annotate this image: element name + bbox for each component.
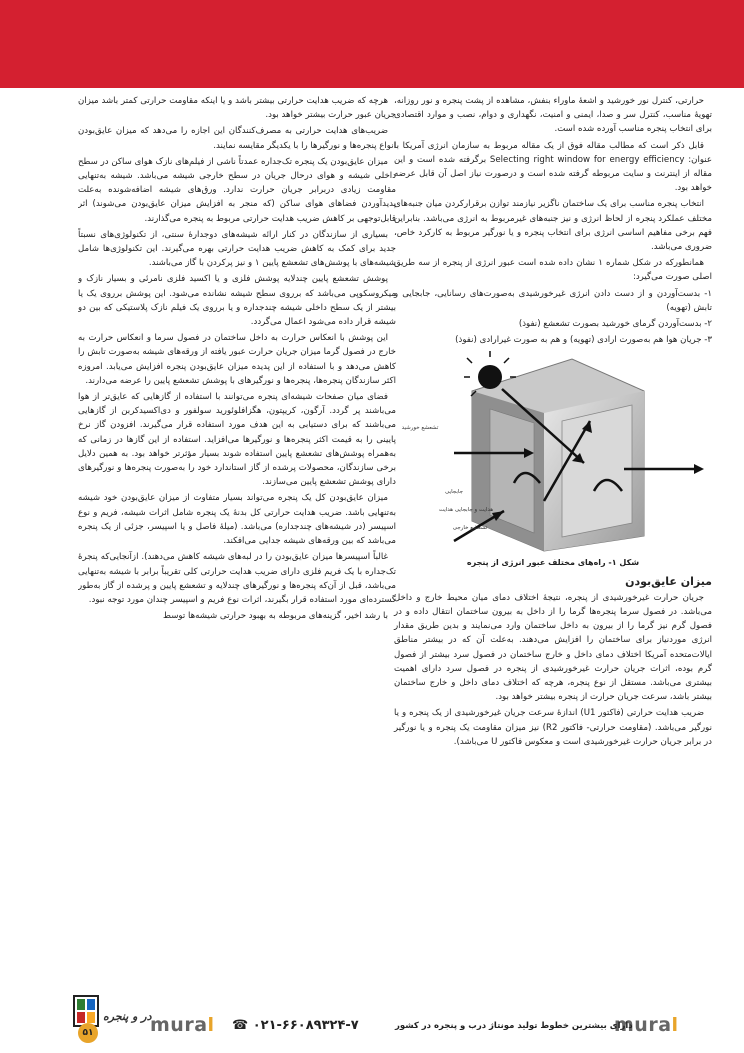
paragraph	[394, 139, 712, 196]
paragraph: پوشش تشعشع پایین چندلایه پوشش فلزی و یا اکسید فلزی نامرئی و بسیار نازک و میکروسکوپی می‌باشد که برروی سطح شیشه نشانده می‌شود. این پوشش برروی یک یا بیشتر از یک سطح داخلی شیشه چندجداره و یا برروی یک فیلم نازک پلاستیکی که بین دو شیشه قرار داده می‌شود اعمال می‌گردد.	[78, 274, 396, 328]
logo-accent: l	[671, 1014, 679, 1036]
figure-label: جابجایی	[445, 489, 463, 496]
logo-text: mura	[150, 1014, 208, 1036]
logo-text: mura	[614, 1014, 672, 1036]
phone-number: ۰۲۱-۶۶۰۸۹۳۲۴-۷	[252, 1018, 359, 1033]
footer-tagline: دارای بیشترین خطوط تولید مونتاژ درب و پنجره در کشور	[395, 1021, 633, 1031]
list-item: ۳- جریان هوا هم به‌صورت ارادی (تهویه) و هم به صورت غیرارادی (نفوذ)	[455, 335, 712, 346]
article-column-left	[78, 94, 396, 944]
paragraph: هرچه که ضریب هدایت حرارتی بیشتر باشد و یا اینکه مقاومت حرارتی کمتر باشد میزان جریان عبور حرارت بیشتر خواهد بود.	[78, 96, 396, 121]
footer-phone	[232, 1018, 359, 1033]
paragraph: ضریب هدایت حرارتی (فاکتور U1) اندازهٔ سرعت جریان غیرخورشیدی از یک پنجره و یا نورگیر می‌باشد. (مقاومت حرارتی- فاکتور R2) نیز میزان مقاومت یک پنجره و یا نورگیر در برابر جریان حرارت غیرخورشیدی است و معکوس فاکتور U می‌باشد).	[394, 708, 712, 747]
paragraph: فضای میان صفحات شیشه‌ای پنجره می‌توانند با استفاده از گازهایی که عایق‌تر از هوا می‌باشند پر گردد. آرگون، کریپتون، هگزافلوئورید سولفور و دی‌اکسیدکربن از گازهایی می‌باشند که برای دستیابی به این هدف مورد استفاده قرار می‌گیرند. افزودن گاز نرخ پایینی را به قیمت اکثر پنجره‌ها و نورگیرها می‌افزاید. استفاده از این گازها در زمانی که به‌همراه پوشش‌های تشعشع پایین استفاده شوند بسیار مؤثرتر خواهد بود. به همین دلایل برخی سازندگان، محصولات پرشده از گاز استاندارد خود را به‌صورت پنجره‌ها و نورگیرهای دارای پوشش تشعشع پایین می‌سازند.	[78, 392, 396, 488]
figure-caption: شکل ۱- راه‌های مختلف عبور انرژی از پنجره	[466, 558, 640, 568]
paragraph-text: برگرفته شده است و این مقاله از اینترنت و سایت مربوطه گرفته شده است و درصورت نیاز اصل آن قابل عرضه خواهد بود.	[394, 154, 712, 194]
section-heading: میزان عایق‌بودن	[625, 574, 712, 588]
english-title: Selecting right window for energy efficiency	[489, 154, 685, 165]
window-energy-figure	[394, 351, 712, 556]
paragraph-text: قابل ذکر است که مطالب مقاله فوق از یک مقاله مربوط به سازمان انرژی آمریکا با عنوان:	[394, 140, 713, 165]
paragraph: جریان حرارت غیرخورشیدی از پنجره، نتیجهٔ اختلاف دمای میان محیط خارج و داخل می‌باشد. در فصول سرما پنجره‌ها گرما را از داخل به بیرون ساختمان انتقال داده و در فصول گرم نیز گرما را از بیرون به داخل ساختمان وارد می‌نمایند و بدین طریق مقدار انرژی موردنیاز برای ساختمان را افزایش می‌دهند. به‌علت آن که در بیشتر مناطق ایالات‌متحده آمریکا اختلاف دمای داخل و خارج ساختمان در فصول سرد بیشتر از فصول گرم بوده، اثرات جریان حرارت غیرخورشیدی از پنجره در فصول سرد دارای اهمیت بیشتری می‌باشد. مستقل از نوع پنجره، هرچه که اختلاف دمای داخل و خارج ساختمان بیشتر باشد، سرعت جریان حرارت از پنجره بیشتر خواهد بود.	[394, 592, 712, 703]
paragraph: میزان عایق‌بودن یک پنجره تک‌جداره عمدتاً ناشی از فیلم‌های نازک هوای ساکن در سطح داخلی شیشه و هوای درحال جریان در سطح خارجی شیشه می‌باشد. شیشه به‌تنهایی مقاومت زیادی دربرابر جریان حرارت ندارد. ورق‌های شیشه اضافه‌شونده به‌علت پدیدآوردن فضاهای هوای ساکن (که منجر به افزایش میزان عایق‌بودن می‌شوند) اثر قابل‌توجهی بر کاهش ضریب هدایت حرارتی مربوط به پنجره می‌گذارند.	[78, 156, 396, 224]
window-diagram-illustration	[394, 351, 712, 556]
paragraph: همانطورکه در شکل شماره ۱ نشان داده شده است عبور انرژی از پنجره از سه طریق اصلی صورت می‌گیرد:	[394, 258, 712, 283]
figure-label: تشعشع خارجی	[452, 525, 488, 532]
article-column-right	[394, 94, 712, 751]
figure-label: هدایت و جابجایی هدایت	[438, 507, 494, 514]
logo-accent: l	[207, 1014, 215, 1036]
phone-icon: ☎	[232, 1018, 249, 1033]
magazine-name: در و پنجره	[103, 1010, 152, 1023]
figure-label: تشعشع خورشید	[401, 425, 439, 432]
page-footer	[0, 1008, 744, 1053]
paragraph: بسیاری از سازندگان در کنار ارائه شیشه‌های دوجدارهٔ سنتی، از تکنولوژی‌های نسبتاً جدید برای کمک به کاهش ضریب هدایت حرارتی بهره می‌گیرند. این تکنولوژی‌ها شامل شیشه‌های با پوشش‌های تشعشع پایین ۱ و نیز پرکردن با گاز می‌باشند.	[78, 229, 396, 269]
brand-logo	[150, 1014, 215, 1036]
list-item: ۱- بدست‌آوردن و از دست دادن انرژی غیرخورشیدی به‌صورت‌های رسانایی، جابجایی و تابش (تهویه)	[394, 288, 712, 313]
paragraph: حرارتی، کنترل نور خورشید و اشعهٔ ماوراء بنفش، مشاهده از پشت پنجره و نور روزانه، تهویهٔ مناسب، کنترل سر و صدا، ایمنی و امنیت، نگهداری و دوام، نصب و موارد اقتصادی برای انتخاب پنجره مناسب آورده شده است.	[394, 96, 712, 135]
page-number: ۵۱	[78, 1023, 98, 1043]
paragraph: ضریب‌های هدایت حرارتی به مصرف‌کنندگان این اجازه را می‌دهد که میزان عایق‌بودن انواع پنجره‌ها و نورگیرها را با یکدیگر مقایسه نمایند.	[78, 126, 396, 151]
header-red-band	[0, 0, 744, 88]
paragraph: با رشد اخیر، گزینه‌های مربوطه به بهبود حرارتی شیشه‌ها توسط	[163, 611, 388, 622]
paragraph: میزان عایق‌بودن کل یک پنجره می‌تواند بسیار متفاوت از میزان عایق‌بودن خود شیشه به‌تنهایی باشد. ضریب هدایت حرارتی کل بدنهٔ یک پنجره شامل اثرات شیشه، فریم و نوع اسپیسر (در شیشه‌های چندجداره) می‌باشد. (میلهٔ فاصل و یا اسپیسر، جزئی از یک پنجره می‌باشد که بین ورقه‌های شیشه جدایی می‌افکند.	[78, 493, 396, 547]
paragraph: انتخاب پنجره مناسب برای یک ساختمان ناگزیر نیازمند توازن برقرارکردن میان جنبه‌های مختلف عملکرد پنجره از لحاظ انرژی و نیز جنبه‌های غیرمربوط به انرژی می‌باشد. بنابراین فهم برخی مفاهیم اساسی انرژی برای انتخاب پنجره و یا نورگیر مربوط به کارکرد خاص، ضروری می‌باشد.	[394, 199, 712, 253]
list-item: ۲- بدست‌آوردن گرمای خورشید بصورت تشعشع (نفوذ)	[518, 319, 712, 330]
paragraph: این پوشش با انعکاس حرارت به داخل ساختمان در فصول سرما و انعکاس حرارت به خارج در فصول گرما میزان جریان حرارت عبور یافته از ورقه‌های شیشه به‌صورت تابش را کاهش می‌دهد و با استفاده از این پدیده میزان عایق‌بودن پنجره افزایش می‌یابد. امروزه اکثر سازندگان پنجره‌ها، پنجره‌ها و نورگیرهای با پوشش تشعشع پایین را عرضه می‌دارند.	[78, 333, 396, 386]
paragraph: غالباً اسپیسرها میزان عایق‌بودن را در لبه‌های شیشه کاهش می‌دهند). ازآنجایی‌که پنجرهٔ تک‌جداره با یک فریم فلزی دارای ضریب هدایت حرارتی کلی تقریباً برابر با شیشه به‌تنهایی می‌باشد، قبل از آن‌که پنجره‌ها و نورگیرهای چندلایه و تشعشع پایین و پرشده از گاز به‌طور گسترده‌ای مورد استفاده قرار بگیرند، اثرات نوع فریم و اسپیسر چندان مورد توجه نبود.	[78, 552, 396, 605]
